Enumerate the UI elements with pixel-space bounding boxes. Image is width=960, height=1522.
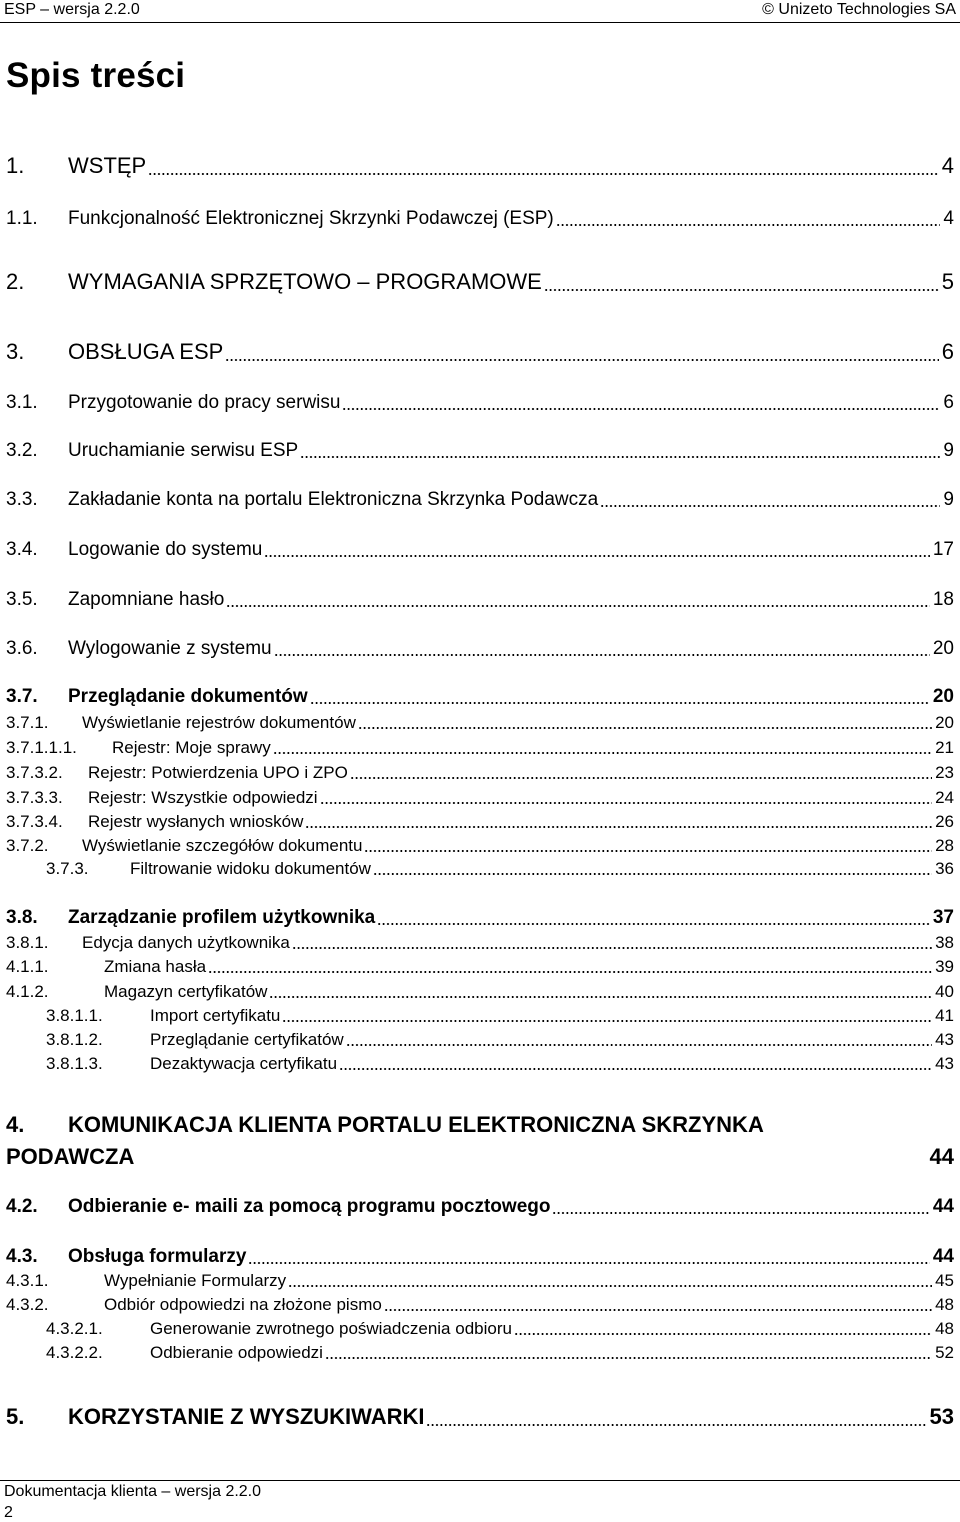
toc-page: 41 <box>935 1006 954 1025</box>
toc-text: KORZYSTANIE Z WYSZUKIWARKI <box>68 1404 425 1429</box>
toc-num: 3.7.1. <box>6 713 49 732</box>
toc-page: 24 <box>935 788 954 807</box>
toc-page: 48 <box>935 1319 954 1338</box>
toc-num: 4.3.2.1. <box>46 1319 103 1338</box>
toc-page: 43 <box>935 1054 954 1073</box>
toc-num: 3.5. <box>6 589 38 610</box>
toc-leader <box>273 738 932 758</box>
toc-entry[interactable] <box>0 392 960 414</box>
toc-text: Wyświetlanie szczegółów dokumentu <box>82 836 363 855</box>
toc-leader <box>248 1246 929 1268</box>
toc-leader <box>384 1295 932 1315</box>
toc-entry[interactable] <box>0 269 960 295</box>
toc-page: 44 <box>929 1144 954 1169</box>
toc-page: 20 <box>932 638 954 659</box>
toc-leader <box>342 392 940 414</box>
footer-rule <box>0 1480 960 1481</box>
toc-num: 3.8. <box>6 907 38 928</box>
footer-doc-title: Dokumentacja klienta – wersja 2.2.0 <box>4 1483 262 1500</box>
toc-text: Zarządzanie profilem użytkownika <box>68 907 376 928</box>
toc-text: KOMUNIKACJA KLIENTA PORTALU ELEKTRONICZNA SKRZYNKA <box>68 1112 764 1137</box>
toc-text: Zmiana hasła <box>104 957 207 976</box>
toc-text: Rejestr wysłanych wniosków <box>88 812 304 831</box>
toc-text: Przygotowanie do pracy serwisu <box>68 392 341 413</box>
toc-leader <box>377 907 930 929</box>
toc-entry[interactable] <box>0 1319 960 1339</box>
toc-leader <box>269 982 932 1002</box>
toc-page: 26 <box>935 812 954 831</box>
toc-page: 20 <box>932 686 954 707</box>
toc-page: 52 <box>935 1343 954 1362</box>
toc-entry[interactable] <box>0 339 960 365</box>
toc-text: PODAWCZA <box>6 1144 135 1169</box>
toc-page: 21 <box>935 738 954 757</box>
toc-entry[interactable] <box>0 788 960 808</box>
toc-num: 3.3. <box>6 489 38 510</box>
toc-entry[interactable] <box>0 836 960 856</box>
page-title: Spis treści <box>6 56 186 95</box>
toc-text: Odbiór odpowiedzi na złożone pismo <box>104 1295 382 1314</box>
toc-num: 3.8.1.2. <box>46 1030 103 1049</box>
header-right: © Unizeto Technologies SA <box>762 1 956 18</box>
toc-leader <box>208 957 932 977</box>
toc-leader <box>350 763 932 783</box>
toc-leader <box>320 788 933 808</box>
toc-num: 3.4. <box>6 539 38 560</box>
toc-leader <box>514 1319 932 1339</box>
toc-entry[interactable] <box>0 589 960 611</box>
toc-text: WYMAGANIA SPRZĘTOWO – PROGRAMOWE <box>68 269 542 294</box>
toc-page: 48 <box>935 1295 954 1314</box>
toc-num: 3.1. <box>6 392 38 413</box>
toc-leader <box>138 1144 923 1170</box>
toc-entry[interactable] <box>0 1054 960 1074</box>
toc-entry[interactable] <box>0 982 960 1002</box>
toc-leader <box>556 208 941 230</box>
toc-num: 3.7.3. <box>46 859 89 878</box>
toc-text: Wylogowanie z systemu <box>68 638 272 659</box>
toc-num: 3.7.2. <box>6 836 49 855</box>
toc-page: 9 <box>943 440 954 461</box>
toc-entry[interactable] <box>0 208 960 230</box>
toc-leader <box>600 489 940 511</box>
toc-leader <box>426 1404 926 1430</box>
toc-entry[interactable] <box>0 489 960 511</box>
toc-text: Generowanie zwrotnego poświadczenia odbioru <box>150 1319 512 1338</box>
toc-entry[interactable] <box>0 1246 960 1268</box>
toc-leader <box>288 1271 932 1291</box>
toc-text: Rejestr: Moje sprawy <box>112 738 271 757</box>
toc-num: 4.2. <box>6 1196 38 1217</box>
toc-leader <box>346 1030 932 1050</box>
toc-page: 45 <box>935 1271 954 1290</box>
toc-page: 39 <box>935 957 954 976</box>
toc-text: Filtrowanie widoku dokumentów <box>130 859 371 878</box>
toc-leader <box>358 713 932 733</box>
toc-page: 18 <box>932 589 954 610</box>
toc-page: 6 <box>943 392 954 413</box>
toc-num: 4.1.2. <box>6 982 49 1001</box>
toc-text: Uruchamianie serwisu ESP <box>68 440 299 461</box>
toc-entry[interactable] <box>0 440 960 462</box>
toc-leader <box>305 812 932 832</box>
toc-leader <box>339 1054 932 1074</box>
toc-leader <box>264 539 930 561</box>
toc-page: 44 <box>932 1196 954 1217</box>
toc-text: Rejestr: Potwierdzenia UPO i ZPO <box>88 763 348 782</box>
toc-num: 3.7. <box>6 686 38 707</box>
toc-page: 36 <box>935 859 954 878</box>
toc-page: 17 <box>932 539 954 560</box>
toc-page: 20 <box>935 713 954 732</box>
toc-entry[interactable] <box>0 812 960 832</box>
toc-num: 3.7.3.4. <box>6 812 63 831</box>
toc-text: Magazyn certyfikatów <box>104 982 268 1001</box>
toc-leader <box>282 1006 932 1026</box>
toc-num: 3.7.3.3. <box>6 788 63 807</box>
toc-text: Import certyfikatu <box>150 1006 281 1025</box>
toc-leader <box>300 440 940 462</box>
toc-num: 2. <box>6 269 25 294</box>
toc-num: 3.7.3.2. <box>6 763 63 782</box>
toc-entry[interactable] <box>0 1295 960 1315</box>
toc-entry[interactable] <box>0 153 960 179</box>
toc-text: Wyświetlanie rejestrów dokumentów <box>82 713 356 732</box>
toc-num: 1. <box>6 153 25 178</box>
toc-num: 3.8.1.1. <box>46 1006 103 1025</box>
toc-entry[interactable] <box>0 539 960 561</box>
toc-leader <box>364 836 932 856</box>
toc-text: WSTĘP <box>68 153 147 178</box>
toc-page: 44 <box>932 1246 954 1267</box>
toc-text: Zakładanie konta na portalu Elektroniczna Skrzynka Podawcza <box>68 489 599 510</box>
page-number: 2 <box>4 1504 13 1521</box>
toc-num: 3.2. <box>6 440 38 461</box>
toc-num: 4. <box>6 1112 25 1137</box>
toc-leader <box>310 686 930 708</box>
toc-leader <box>148 153 939 179</box>
toc-page: 37 <box>932 907 954 928</box>
toc-page: 23 <box>935 763 954 782</box>
toc-page: 6 <box>941 339 954 364</box>
toc-page: 53 <box>929 1404 954 1429</box>
toc-page: 9 <box>943 489 954 510</box>
toc-text: Rejestr: Wszystkie odpowiedzi <box>88 788 318 807</box>
toc-num: 3.8.1.3. <box>46 1054 103 1073</box>
toc-text: Logowanie do systemu <box>68 539 263 560</box>
toc-num: 3.7.1.1.1. <box>6 738 77 757</box>
toc-leader <box>544 269 939 295</box>
toc-leader <box>552 1196 929 1218</box>
toc-num: 3.6. <box>6 638 38 659</box>
toc-text: Obsługa formularzy <box>68 1246 247 1267</box>
toc-num: 3.8.1. <box>6 933 49 952</box>
toc-leader <box>292 933 932 953</box>
toc-page: 4 <box>941 153 954 178</box>
toc-entry[interactable] <box>0 907 960 929</box>
toc-entry[interactable] <box>0 713 960 733</box>
toc-page: 40 <box>935 982 954 1001</box>
toc-text: OBSŁUGA ESP <box>68 339 224 364</box>
toc-text: Wypełnianie Formularzy <box>104 1271 287 1290</box>
toc-entry[interactable] <box>0 638 960 660</box>
toc-text: Odbieranie odpowiedzi <box>150 1343 323 1362</box>
toc-leader <box>274 638 930 660</box>
toc-leader <box>226 589 930 611</box>
toc-num: 4.3.2.2. <box>46 1343 103 1362</box>
toc-num: 4.1.1. <box>6 957 49 976</box>
header-left: ESP – wersja 2.2.0 <box>4 1 140 18</box>
toc-page: 4 <box>943 208 954 229</box>
toc-num: 5. <box>6 1404 25 1429</box>
toc-text: Dezaktywacja certyfikatu <box>150 1054 338 1073</box>
toc-text: Funkcjonalność Elektronicznej Skrzynki Podawczej (ESP) <box>68 208 554 229</box>
toc-entry[interactable] <box>0 933 960 953</box>
toc-entry[interactable] <box>0 686 960 708</box>
header-rule <box>0 22 960 23</box>
toc-entry[interactable] <box>0 1404 960 1430</box>
toc-entry[interactable] <box>0 763 960 783</box>
toc-text: Odbieranie e- maili za pomocą programu pocztowego <box>68 1196 551 1217</box>
toc-text: Przeglądanie certyfikatów <box>150 1030 344 1049</box>
toc-entry[interactable] <box>0 738 960 758</box>
toc-entry[interactable] <box>0 1196 960 1218</box>
toc-entry[interactable] <box>0 1271 960 1291</box>
toc-text: Edycja danych użytkownika <box>82 933 290 952</box>
toc-entry[interactable] <box>0 957 960 977</box>
toc-page: 28 <box>935 836 954 855</box>
toc-num: 4.3.2. <box>6 1295 49 1314</box>
toc-num: 1.1. <box>6 208 38 229</box>
toc-entry[interactable] <box>0 859 960 879</box>
toc-num: 4.3. <box>6 1246 38 1267</box>
toc-leader <box>373 859 932 879</box>
toc-leader <box>225 339 938 365</box>
toc-num: 4.3.1. <box>6 1271 49 1290</box>
toc-num: 3. <box>6 339 25 364</box>
toc-page: 43 <box>935 1030 954 1049</box>
toc-entry[interactable] <box>0 1006 960 1026</box>
toc-text: Zapomniane hasło <box>68 589 225 610</box>
toc-entry[interactable] <box>0 1343 960 1363</box>
page-header <box>0 0 960 22</box>
toc-leader <box>325 1343 932 1363</box>
toc-entry[interactable] <box>0 1030 960 1050</box>
toc-text: Przeglądanie dokumentów <box>68 686 308 707</box>
toc-page: 38 <box>935 933 954 952</box>
toc-page: 5 <box>941 269 954 294</box>
